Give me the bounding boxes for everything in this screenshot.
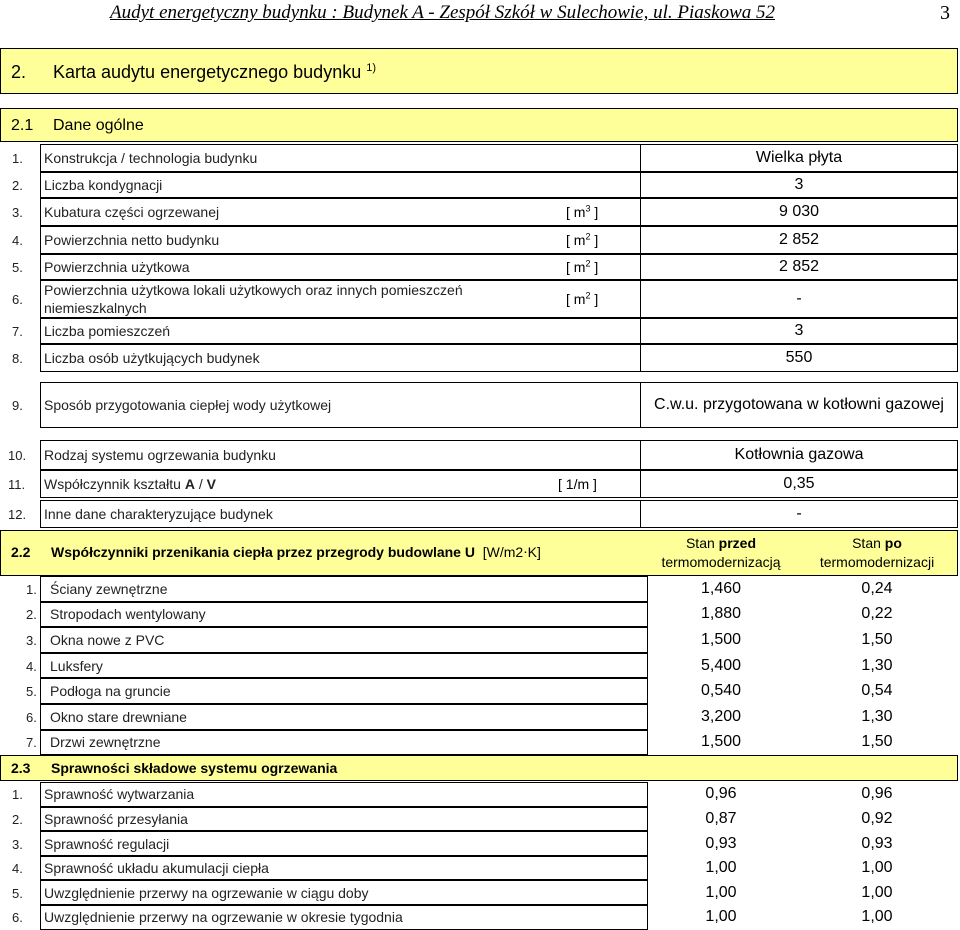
row-number: 3. — [12, 836, 23, 852]
section-title: Współczynniki przenikania ciepła przez przegrody budowlane U [W/m2⋅K] — [51, 544, 541, 560]
row-number: 11. — [8, 477, 26, 492]
value-after: 1,30 — [861, 656, 893, 674]
row-label: Okna nowe z PVC — [50, 632, 165, 648]
row-number: 7. — [12, 324, 23, 339]
value-after: 0,96 — [861, 785, 893, 803]
value-after: 1,30 — [861, 707, 893, 725]
section-title: Dane ogólne — [53, 117, 144, 134]
row-number: 1. — [26, 581, 37, 597]
section-number: 2.1 — [11, 117, 34, 134]
value-before: 0,540 — [700, 682, 742, 700]
row-label: Sprawność układu akumulacji ciepła — [44, 860, 269, 877]
row-number: 6. — [12, 910, 23, 926]
value-before: 0,93 — [705, 834, 737, 852]
row-label: Luksfery — [50, 657, 103, 674]
card-title-box — [0, 48, 958, 94]
row-number: 1. — [12, 151, 23, 166]
row-number: 5. — [12, 885, 23, 901]
row-number: 3. — [26, 633, 37, 648]
value-before: 1,880 — [700, 605, 742, 623]
value-after: 0,54 — [861, 682, 893, 700]
value-before: 3,200 — [700, 707, 742, 725]
value-after: 1,00 — [861, 859, 893, 877]
card-title: Karta audytu energetycznego budynku $^{1)}$ — [53, 62, 377, 82]
row-label: Współczynnik kształtu A / V — [44, 476, 216, 492]
row-label: Sprawność wytwarzania — [44, 786, 195, 803]
row-label: Okno stare drewniane — [50, 708, 187, 725]
value-after: 1,00 — [861, 908, 893, 926]
row-value: Wielka płyta — [755, 149, 843, 166]
row-label: Sprawność regulacji — [44, 835, 170, 852]
row-number: 8. — [12, 351, 23, 366]
row-value: 550 — [785, 349, 813, 366]
row-number: 3. — [12, 205, 23, 220]
value-before: 0,87 — [705, 809, 737, 827]
card-number: 2. — [11, 62, 27, 82]
row-label: Sposób przygotowania ciepłej wody użytkowej — [44, 397, 332, 413]
page-number: 3 — [940, 2, 950, 24]
row-value: 0,35 — [783, 475, 815, 492]
row-label: Stropodach wentylowany — [50, 606, 206, 623]
row-number: 7. — [26, 735, 37, 751]
row-value: Kotłownia gazowa — [734, 446, 864, 463]
value-after: 1,00 — [861, 883, 893, 901]
row-number: 4. — [26, 658, 37, 674]
row-unit: [ 1/m ] — [558, 476, 597, 492]
row-value: C.w.u. przygotowana w kotłowni gazowej — [654, 396, 944, 413]
row-label: Powierzchnia użytkowa lokali użytkowych oraz innych pomieszczeń niemieszkalnych — [44, 282, 463, 316]
row-label: Sprawność przesyłania — [44, 810, 188, 827]
value-after: 1,50 — [861, 733, 893, 751]
row-value: 9 030 — [778, 203, 820, 220]
value-before: 1,00 — [705, 859, 737, 877]
value-after: 0,92 — [861, 809, 893, 827]
row-unit: [ $m^3$ ] — [566, 203, 599, 220]
value-before: 1,00 — [705, 883, 737, 901]
row-value: 3 — [794, 176, 804, 193]
row-label: Rodzaj systemu ogrzewania budynku — [44, 447, 276, 463]
page-header — [0, 0, 960, 34]
row-label: Liczba osób użytkujących budynek — [44, 350, 260, 366]
section-efficiency-header — [0, 755, 958, 781]
row-label: Liczba pomieszczeń — [44, 323, 171, 339]
row-number: 2. — [12, 811, 23, 827]
row-value: 3 — [794, 322, 804, 339]
row-value: - — [796, 290, 802, 307]
value-before: 1,500 — [700, 733, 742, 751]
row-label: Podłoga na gruncie — [50, 683, 171, 700]
row-number: 4. — [12, 233, 23, 248]
row-label: Ściany zewnętrzne — [50, 580, 168, 597]
row-number: 10. — [8, 448, 27, 463]
row-number: 5. — [12, 260, 23, 275]
row-label: Uwzględnienie przerwy na ogrzewanie w okresie tygodnia — [44, 909, 403, 926]
row-label: Powierzchnia netto budynku — [44, 232, 220, 248]
row-label: Inne dane charakteryzujące budynek — [44, 506, 273, 522]
row-label: Powierzchnia użytkowa — [44, 259, 190, 275]
table-row — [40, 653, 648, 679]
column-header-after: Stan po termomodernizacji — [819, 535, 935, 570]
section-number: 2.3 — [11, 760, 31, 776]
row-number: 12. — [8, 507, 27, 522]
value-before: 1,00 — [705, 908, 737, 926]
row-number: 6. — [12, 292, 23, 307]
value-before: 1,460 — [700, 579, 742, 597]
row-number: 2. — [26, 607, 37, 623]
row-label: Konstrukcja / technologia budynku — [44, 150, 258, 166]
row-number: 2. — [12, 178, 23, 193]
row-label: Uwzględnienie przerwy na ogrzewanie w ciągu doby — [44, 884, 369, 901]
row-label: Kubatura części ogrzewanej — [44, 204, 220, 220]
value-before: 0,96 — [705, 785, 737, 803]
row-number: 9. — [12, 398, 23, 413]
row-number: 6. — [26, 709, 37, 725]
section-title: Sprawności składowe systemu ogrzewania — [51, 760, 338, 776]
row-label: Drzwi zewnętrzne — [50, 734, 161, 751]
row-number: 5. — [26, 684, 37, 700]
value-before: 1,500 — [700, 631, 742, 648]
row-value: 2 852 — [778, 258, 820, 275]
row-unit: [ $m^2$ ] — [566, 258, 599, 275]
row-unit: [ $m^2$ ] — [566, 290, 599, 307]
row-number: 4. — [12, 861, 23, 877]
value-after: 0,93 — [861, 834, 893, 852]
section-general-header — [0, 108, 958, 142]
document-title: Audyt energetyczny budynku : Budynek A - Zespół Szkół w Sulechowie, ul. Piaskowa 52 — [110, 2, 776, 23]
value-after: 0,22 — [861, 605, 893, 623]
row-number: 1. — [12, 787, 23, 803]
section-number: 2.2 — [11, 544, 31, 560]
row-value: 2 852 — [778, 231, 820, 248]
row-label: Liczba kondygnacji — [44, 177, 163, 193]
value-after: 0,24 — [861, 579, 893, 597]
value-after: 1,50 — [861, 631, 893, 648]
column-header-before: Stan przed termomodernizacją — [661, 535, 781, 570]
row-value: - — [796, 505, 802, 522]
value-before: 5,400 — [700, 656, 742, 674]
row-unit: [ $m^2$ ] — [566, 231, 599, 248]
